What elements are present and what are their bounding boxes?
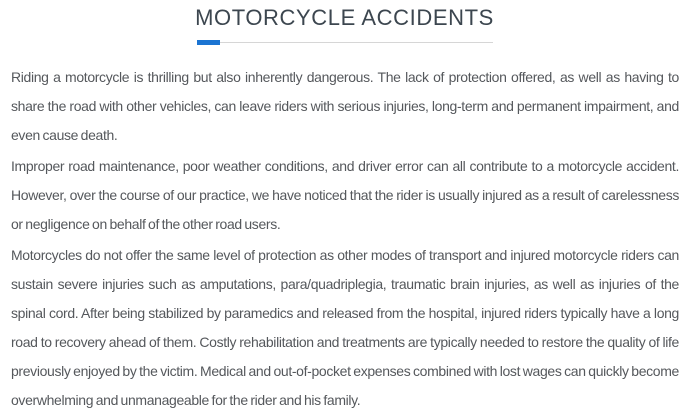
paragraph-injuries: Motorcycles do not offer the same level of protection as other modes of transport and injured motorcycle riders can sustain severe injuries such as amputations, para/quadriplegia, traumatic brain injuries, as well as injuries of the spinal cord. After being stabilized by paramedics and released from the hospital, injured riders typically have a long road to recovery ahead of them. Costly rehabilitation and treatments are typically needed to restore the quality of life previously enjoyed by the victim. Medical and out-of-pocket expenses combined with lost wages can quickly become overwhelming and unmanageable for the rider and his family. (11, 247, 679, 409)
title-divider-line (197, 42, 493, 43)
body-text (0, 63, 689, 415)
page-title: MOTORCYCLE ACCIDENTS (195, 5, 494, 30)
section-header (0, 0, 689, 45)
paragraph-intro: Riding a motorcycle is thrilling but also inherently dangerous. The lack of protection offered, as well as having to share the road with other vehicles, can leave riders with serious injuries, long-term and permanent impairment, and even cause death. (11, 69, 679, 144)
title-divider-accent (197, 40, 220, 45)
paragraph-causes: Improper road maintenance, poor weather conditions, and driver error can all contribute to a motorcycle accident. However, over the course of our practice, we have noticed that the rider is usually injured as a result of carelessness or negligence on behalf of the other road users. (11, 158, 679, 233)
title-divider (197, 40, 493, 45)
